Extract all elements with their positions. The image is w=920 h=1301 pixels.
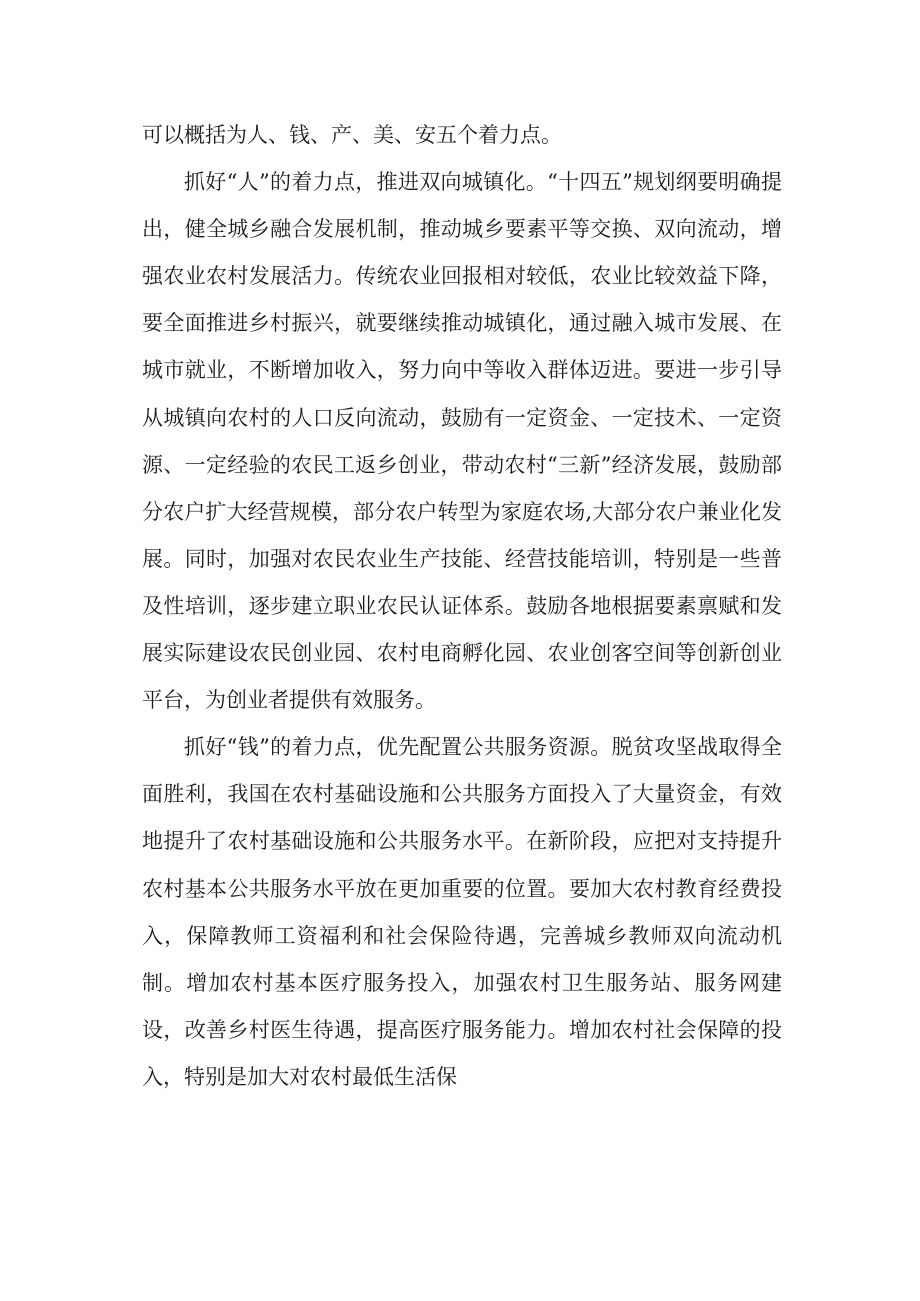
paragraph-money: 抓好“钱”的着力点，优先配置公共服务资源。脱贫攻坚战取得全面胜利，我国在农村基础设施和公共服务方面投入了大量资金，有效地提升了农村基础设施和公共服务水平。在新阶段，应把对支持提升农村基本公共服务水平放在更加重要的位置。要加大农村教育经费投入，保障教师工资福利和社会保险待遇，完善城乡教师双向流动机制。增加农村基本医疗服务投入，加强农村卫生服务站、服务网建设，改善乡村医生待遇，提高医疗服务能力。增加农村社会保障的投入，特别是加大对农村最低生活保 (142, 735, 782, 1089)
paragraph-continuation: 可以概括为人、钱、产、美、安五个着力点。 (142, 123, 562, 147)
document-body (142, 112, 782, 1101)
paragraph-people: 抓好“人”的着力点，推进双向城镇化。“十四五”规划纲要明确提出，健全城乡融合发展机制，推动城乡要素平等交换、双向流动，增强农业农村发展活力。传统农业回报相对较低，农业比较效益下降，要全面推进乡村振兴，就要继续推动城镇化，通过融入城市发展、在城市就业，不断增加收入，努力向中等收入群体迈进。要进一步引导从城镇向农村的人口反向流动，鼓励有一定资金、一定技术、一定资源、一定经验的农民工返乡创业，带动农村“三新”经济发展，鼓励部分农户扩大经营规模，部分农户转型为家庭农场,大部分农户兼业化发展。同时，加强对农民农业生产技能、经营技能培训，特别是一些普及性培训，逐步建立职业农民认证体系。鼓励各地根据要素禀赋和发展实际建设农民创业园、农村电商孵化园、农业创客空间等创新创业平台，为创业者提供有效服务。 (142, 170, 782, 713)
